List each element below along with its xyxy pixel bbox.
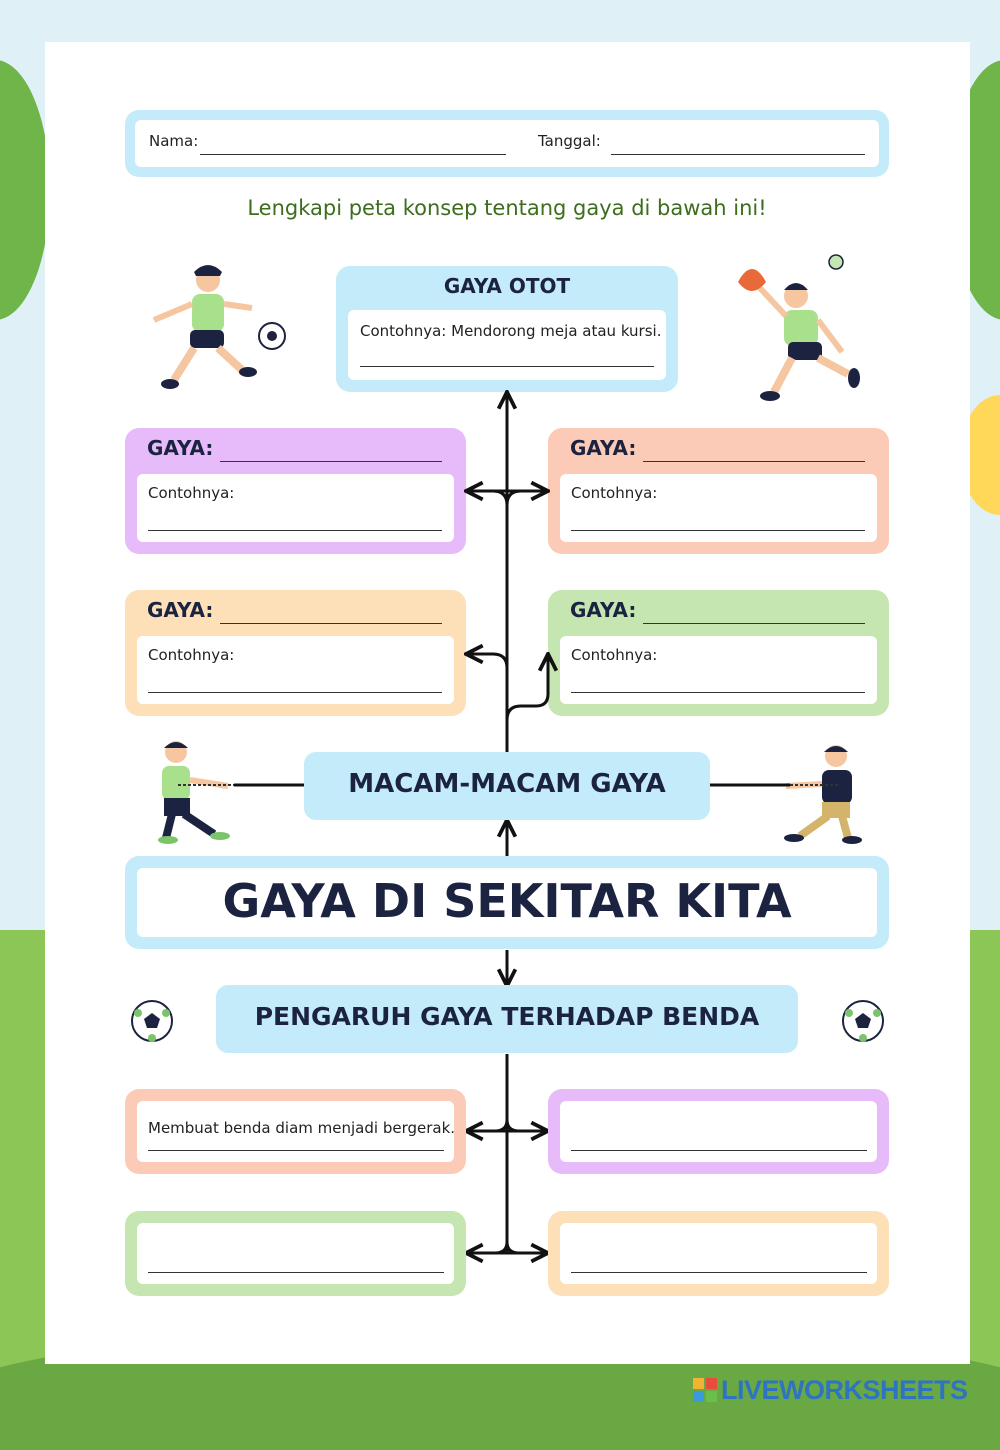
effect-box-2-answer-line[interactable] <box>571 1150 867 1151</box>
effect-box-3 <box>125 1211 466 1296</box>
main-title: GAYA DI SEKITAR KITA <box>222 874 792 928</box>
effects-heading-box <box>216 985 798 1053</box>
date-label: Tanggal: <box>538 132 601 150</box>
types-heading: MACAM-MACAM GAYA <box>348 769 666 799</box>
force-box-3-example-label: Contohnya: <box>148 646 235 664</box>
liveworksheets-logo <box>692 1374 968 1406</box>
force-box-2-example-label: Contohnya: <box>571 484 658 502</box>
liveworksheets-brand-text: LIVEWORKSHEETS <box>721 1374 968 1405</box>
name-label: Nama: <box>149 132 199 150</box>
muscle-force-example: Contohnya: Mendorong meja atau kursi. <box>360 322 662 340</box>
soccer-ball-left-icon <box>130 999 174 1043</box>
force-box-1-example-label: Contohnya: <box>148 484 235 502</box>
effects-heading: PENGARUH GAYA TERHADAP BENDA <box>254 1002 760 1031</box>
effect-box-4 <box>548 1211 889 1296</box>
force-box-1-label: GAYA: <box>147 436 214 460</box>
types-heading-box <box>304 752 710 820</box>
force-box-3-label: GAYA: <box>147 598 214 622</box>
effect-box-1-answer-line[interactable] <box>148 1150 444 1151</box>
force-box-4-example-label: Contohnya: <box>571 646 658 664</box>
force-box-2-label: GAYA: <box>570 436 637 460</box>
effect-box-1 <box>125 1089 466 1174</box>
effect-box-1-text: Membuat benda diam menjadi bergerak. <box>148 1119 456 1137</box>
effect-box-4-answer-line[interactable] <box>571 1272 867 1273</box>
soccer-ball-right-icon <box>841 999 885 1043</box>
effect-box-2 <box>548 1089 889 1174</box>
effect-box-3-answer-line[interactable] <box>148 1272 444 1273</box>
main-title-box <box>125 856 889 949</box>
liveworksheets-logo-icon <box>692 1377 718 1403</box>
force-box-4-label: GAYA: <box>570 598 637 622</box>
instruction-text: Lengkapi peta konsep tentang gaya di bawah ini! <box>247 196 767 220</box>
muscle-force-title: GAYA OTOT <box>443 274 571 298</box>
